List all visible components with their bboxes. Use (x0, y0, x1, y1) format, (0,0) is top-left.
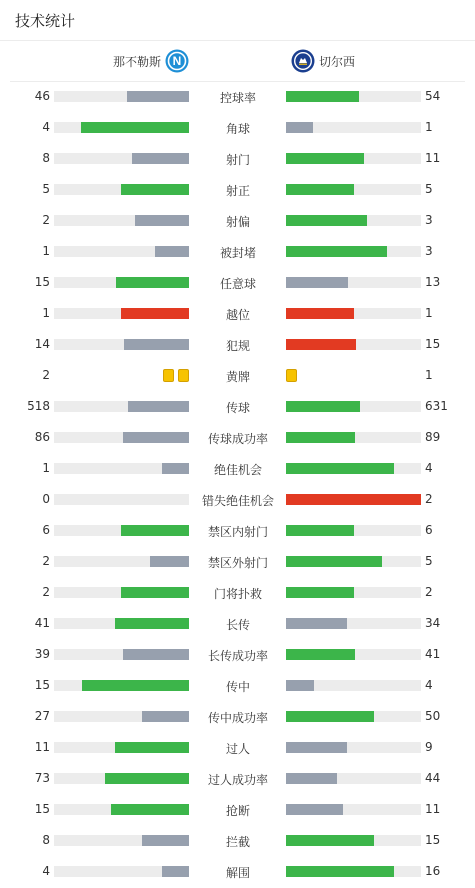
away-stat-value: 1 (425, 368, 433, 382)
stat-label: 错失绝佳机会 (201, 494, 274, 508)
home-stat-bar-fill (121, 525, 189, 536)
away-stat-bar (286, 618, 421, 629)
away-stat-bar-fill (286, 246, 387, 257)
home-stat-bar-fill (150, 556, 189, 567)
home-stat-bar (54, 463, 189, 474)
away-stat-bar-fill (286, 866, 394, 877)
home-stat-value: 1 (42, 306, 50, 320)
stat-row (0, 175, 475, 206)
away-stat-bar-fill (286, 308, 354, 319)
away-stat-value: 631 (425, 399, 448, 413)
away-stat-value: 11 (425, 151, 441, 165)
home-stat-bar (54, 773, 189, 784)
away-stat-bar-fill (286, 215, 367, 226)
home-stat-bar-fill (142, 835, 189, 846)
away-stat-bar (286, 91, 421, 102)
stat-label: 传球 (225, 401, 250, 415)
home-stat-bar (54, 339, 189, 350)
home-stat-bar (54, 122, 189, 133)
home-stat-bar (54, 587, 189, 598)
away-stat-bar (286, 711, 421, 722)
away-stat-value: 3 (425, 244, 433, 258)
stat-row (0, 764, 475, 795)
home-stat-value: 1 (42, 461, 50, 475)
stat-label: 长传 (225, 618, 250, 632)
home-stat-bar (54, 742, 189, 753)
home-stat-bar-fill (115, 742, 189, 753)
stat-row (0, 485, 475, 516)
away-stat-value: 1 (425, 120, 433, 134)
stat-row (0, 516, 475, 547)
home-stat-value: 8 (42, 151, 50, 165)
away-stat-value: 41 (425, 647, 441, 661)
away-stat-bar (286, 215, 421, 226)
away-stat-bar (286, 587, 421, 598)
page-title: 技术统计 (15, 12, 76, 30)
home-stat-value: 11 (34, 740, 50, 754)
home-stat-value: 39 (34, 647, 50, 661)
away-stat-bar (286, 432, 421, 443)
stat-label: 解围 (225, 866, 250, 880)
stat-label: 射正 (225, 184, 250, 198)
stat-row (0, 423, 475, 454)
home-stat-bar (54, 618, 189, 629)
away-stat-bar-fill (286, 153, 364, 164)
home-stat-value: 8 (42, 833, 50, 847)
away-stat-bar-fill (286, 556, 382, 567)
home-stat-bar-fill (116, 277, 189, 288)
away-stat-value: 13 (425, 275, 441, 289)
home-stat-bar (54, 866, 189, 877)
away-stat-value: 16 (425, 864, 441, 878)
home-stat-value: 1 (42, 244, 50, 258)
home-stat-value: 0 (42, 492, 50, 506)
away-stat-bar-fill (286, 122, 313, 133)
away-stat-value: 6 (425, 523, 433, 537)
home-stat-value: 73 (34, 771, 50, 785)
home-stat-bar-fill (115, 618, 189, 629)
away-stat-bar (286, 339, 421, 350)
home-stat-bar (54, 649, 189, 660)
away-stat-bar (286, 122, 421, 133)
stat-label: 禁区内射门 (207, 525, 268, 539)
stat-row (0, 733, 475, 764)
away-stat-bar-fill (286, 432, 355, 443)
home-stat-bar-fill (127, 91, 189, 102)
divider (0, 40, 475, 41)
away-stat-value: 44 (425, 771, 441, 785)
home-stat-bar (54, 277, 189, 288)
home-stat-bar-fill (123, 649, 189, 660)
stat-row (0, 237, 475, 268)
home-stat-value: 86 (34, 430, 50, 444)
away-stat-value: 2 (425, 492, 433, 506)
stat-label: 传中 (225, 680, 250, 694)
away-stat-bar-fill (286, 804, 343, 815)
stat-label: 黄牌 (225, 370, 250, 384)
stat-row (0, 609, 475, 640)
away-stat-bar (286, 277, 421, 288)
home-stat-bar (54, 401, 189, 412)
home-stat-bar (54, 215, 189, 226)
away-stat-value: 50 (425, 709, 441, 723)
home-stat-value: 2 (42, 585, 50, 599)
away-stat-value: 89 (425, 430, 441, 444)
home-stat-bar (54, 804, 189, 815)
home-stat-bar-fill (121, 308, 189, 319)
stat-label: 射偏 (225, 215, 250, 229)
home-stat-bar-fill (128, 401, 189, 412)
away-stat-bar (286, 804, 421, 815)
away-stat-value: 3 (425, 213, 433, 227)
stat-row (0, 144, 475, 175)
home-stat-bar (54, 184, 189, 195)
away-stat-bar-fill (286, 587, 354, 598)
away-stat-bar-fill (286, 618, 347, 629)
stat-label: 禁区外射门 (207, 556, 268, 570)
home-team-name: 那不勒斯 (112, 55, 161, 69)
away-stat-bar (286, 773, 421, 784)
stat-label: 射门 (225, 153, 250, 167)
stat-label: 过人 (225, 742, 250, 756)
away-stat-value: 1 (425, 306, 433, 320)
yellow-card-icon (286, 369, 297, 382)
away-stat-bar (286, 401, 421, 412)
away-stat-bar-fill (286, 525, 354, 536)
home-stat-value: 15 (34, 802, 50, 816)
stat-row (0, 82, 475, 113)
home-stat-value: 5 (42, 182, 50, 196)
away-stat-bar (286, 308, 421, 319)
stat-label: 抢断 (225, 804, 250, 818)
home-stat-value: 4 (42, 864, 50, 878)
napoli-logo-icon (165, 49, 189, 73)
home-stat-bar (54, 494, 189, 505)
home-stat-bar (54, 246, 189, 257)
home-stat-bar (54, 835, 189, 846)
stat-label: 绝佳机会 (213, 463, 262, 477)
stat-row (0, 671, 475, 702)
away-stat-value: 15 (425, 337, 441, 351)
home-stat-bar (54, 525, 189, 536)
stat-row (0, 547, 475, 578)
away-stat-bar (286, 525, 421, 536)
away-stat-bar (286, 184, 421, 195)
stat-row (0, 361, 475, 392)
home-stat-bar (54, 711, 189, 722)
away-stat-bar-fill (286, 339, 356, 350)
away-stat-bar (286, 494, 421, 505)
stat-label: 任意球 (219, 277, 256, 291)
stat-row (0, 113, 475, 144)
stat-row (0, 578, 475, 609)
away-stat-bar (286, 153, 421, 164)
home-stat-value: 2 (42, 213, 50, 227)
stat-row (0, 702, 475, 733)
home-stat-bar (54, 680, 189, 691)
stat-label: 传球成功率 (207, 432, 268, 446)
away-stat-value: 2 (425, 585, 433, 599)
stat-row (0, 206, 475, 237)
home-stat-bar-fill (162, 866, 189, 877)
home-stat-bar (54, 91, 189, 102)
away-stat-bar-fill (286, 773, 337, 784)
home-stat-value: 27 (34, 709, 50, 723)
home-stat-bar-fill (124, 339, 189, 350)
stat-row (0, 268, 475, 299)
stat-label: 门将扑救 (213, 587, 262, 601)
stat-label: 过人成功率 (207, 773, 268, 787)
away-stat-value: 9 (425, 740, 433, 754)
stat-row (0, 826, 475, 857)
home-stat-value: 15 (34, 678, 50, 692)
away-stat-value: 4 (425, 461, 433, 475)
stat-row (0, 330, 475, 361)
yellow-card-icon (178, 369, 189, 382)
stat-label: 犯规 (225, 339, 250, 353)
away-stat-bar (286, 463, 421, 474)
away-stat-bar-fill (286, 463, 394, 474)
home-stat-value: 46 (34, 89, 50, 103)
yellow-card-icon (163, 369, 174, 382)
home-stat-bar-fill (111, 804, 189, 815)
home-stat-value: 14 (34, 337, 50, 351)
home-stat-value: 518 (27, 399, 50, 413)
stat-label: 角球 (225, 122, 250, 136)
away-stat-bar (286, 680, 421, 691)
stat-label: 越位 (225, 308, 250, 322)
away-stat-bar-fill (286, 835, 374, 846)
away-stat-value: 34 (425, 616, 441, 630)
home-stat-bar-fill (162, 463, 189, 474)
home-stat-value: 2 (42, 368, 50, 382)
home-stat-bar (54, 432, 189, 443)
chelsea-logo-icon (291, 49, 315, 73)
away-team-name: 切尔西 (319, 55, 356, 69)
away-stat-bar (286, 835, 421, 846)
away-stat-bar (286, 649, 421, 660)
home-stat-value: 6 (42, 523, 50, 537)
away-stat-value: 15 (425, 833, 441, 847)
home-stat-value: 4 (42, 120, 50, 134)
stat-row (0, 857, 475, 888)
stat-label: 传中成功率 (207, 711, 268, 725)
away-stat-bar-fill (286, 277, 348, 288)
napoli-logo-letter: N (172, 54, 182, 69)
home-stat-bar-fill (123, 432, 189, 443)
home-stat-bar (54, 556, 189, 567)
stat-label: 控球率 (219, 91, 256, 105)
away-stat-bar-fill (286, 742, 347, 753)
home-stat-bar-fill (132, 153, 189, 164)
home-stat-bar-fill (82, 680, 189, 691)
stat-row (0, 299, 475, 330)
away-stat-bar-fill (286, 680, 314, 691)
away-stat-value: 11 (425, 802, 441, 816)
stat-label: 拦截 (225, 835, 250, 849)
away-stat-bar (286, 246, 421, 257)
away-stat-bar-fill (286, 91, 359, 102)
stat-row (0, 640, 475, 671)
away-stat-bar (286, 866, 421, 877)
away-stat-bar-fill (286, 711, 374, 722)
away-stat-value: 5 (425, 182, 433, 196)
stat-label: 被封堵 (219, 246, 256, 260)
away-stat-bar (286, 742, 421, 753)
home-stat-bar-fill (155, 246, 189, 257)
home-stat-bar-fill (142, 711, 189, 722)
home-stat-value: 41 (34, 616, 50, 630)
home-stat-bar (54, 308, 189, 319)
home-stat-bar (54, 153, 189, 164)
stat-row (0, 454, 475, 485)
away-stat-value: 4 (425, 678, 433, 692)
home-stat-bar-fill (135, 215, 189, 226)
stat-row (0, 392, 475, 423)
away-stat-bar-fill (286, 401, 360, 412)
stat-row (0, 795, 475, 826)
away-stat-bar-fill (286, 494, 421, 505)
home-stat-bar-fill (121, 587, 189, 598)
away-stat-bar-fill (286, 184, 354, 195)
away-stat-bar-fill (286, 649, 355, 660)
away-stat-bar (286, 556, 421, 567)
stat-label: 长传成功率 (207, 649, 268, 663)
away-stat-value: 54 (425, 89, 441, 103)
home-stat-value: 15 (34, 275, 50, 289)
away-stat-value: 5 (425, 554, 433, 568)
home-stat-value: 2 (42, 554, 50, 568)
home-stat-bar-fill (105, 773, 189, 784)
home-stat-bar-fill (121, 184, 189, 195)
home-stat-bar-fill (81, 122, 189, 133)
stats-list (0, 82, 475, 888)
